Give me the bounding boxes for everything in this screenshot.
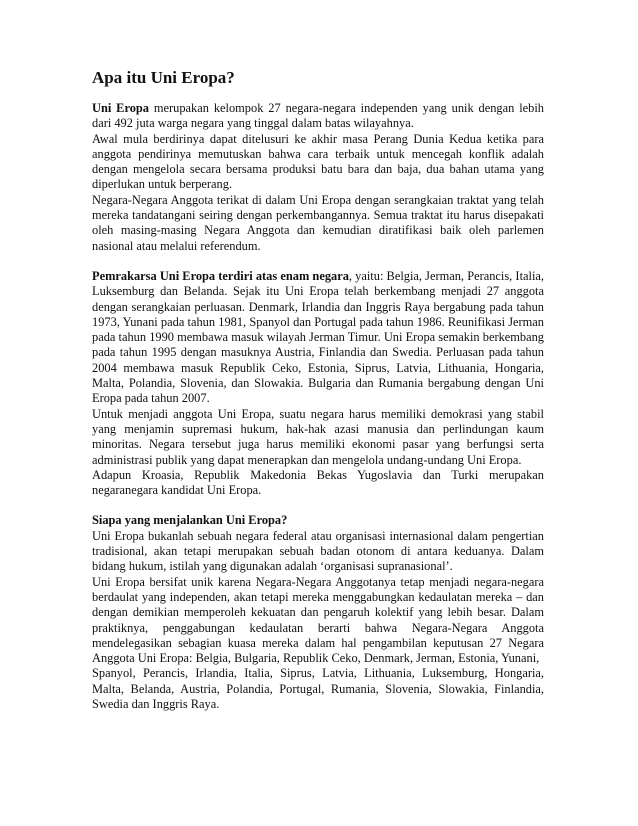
founders-rest-text: , yaitu: Belgia, Jerman, Perancis, Italia, Luksemburg dan Belanda. Sejak itu Uni Eropa telah berkembang menjadi 27 anggota dengan serangkaian perluasan. Denmark, Irlandia dan Inggris Raya bergabung pada tahun 1973, Yunani pada tahun 1981, Spanyol dan Portugal pada tahun 1986. Reunifikasi Jerman pada tahun 1990 membawa masuk wilayah Jerman Timur. Uni Eropa semakin berkembang pada tahun 1995 dengan masuknya Austria, Finlandia dan Swedia. Perluasan pada tahun 2004 membawa masuk Republik Ceko, Estonia, Siprus, Latvia, Lithuania, Hongaria, Malta, Polandia, Slovenia, dan Slowakia. Bulgaria dan Rumania bergabung dengan Uni Eropa pada tahun 2007.	[92, 268, 544, 406]
paragraph-candidates: Adapun Kroasia, Republik Makedonia Bekas Yugoslavia dan Turki merupakan negaranegara kandidat Uni Eropa.	[92, 467, 544, 498]
intro-lead-text: Uni Eropa	[92, 101, 149, 115]
section-who-runs-eu	[92, 513, 544, 712]
founders-lead-text: Pemrakarsa Uni Eropa terdiri atas enam negara	[92, 268, 349, 283]
document-title: Apa itu Uni Eropa?	[92, 68, 235, 87]
paragraph-member-list: Spanyol, Perancis, Irlandia, Italia, Siprus, Latvia, Lithuania, Luksemburg, Hongaria, Malta, Belanda, Austria, Polandia, Portugal, Rumania, Slovenia, Slowakia, Finlandia, Swedia dan Inggris Raya.	[92, 666, 544, 711]
paragraph-sovereignty: Uni Eropa bersifat unik karena Negara-Negara Anggotanya tetap menjadi negara-negara berdaulat yang independen, akan tetapi mereka menggabungkan kedaulatan mereka – dan dengan demikian memperoleh kekuatan dan pengaruh kolektif yang lebih besar. Dalam praktiknya, penggabungan kedaulatan berarti bahwa Negara-Negara Anggota mendelegasikan sebagian kuasa mereka dalam hal pengambilan keputusan 27 Negara Anggota Uni Eropa: Belgia, Bulgaria, Republik Ceko, Denmark, Jerman, Estonia, Yunani,	[92, 574, 544, 666]
section-what-is-eu	[92, 101, 544, 254]
paragraph-membership-criteria: Untuk menjadi anggota Uni Eropa, suatu negara harus memiliki demokrasi yang stabil yang menjamin supremasi hukum, hak-hak azasi manusia dan perlindungan kaum minoritas. Negara tersebut juga harus memiliki ekonomi pasar yang berfungsi serta administrasi publik yang dapat menerapkan dan mengelola undang-undang Uni Eropa.	[92, 406, 544, 467]
paragraph-treaties: Negara-Negara Anggota terikat di dalam Uni Eropa dengan serangkaian traktat yang telah mereka tandatangani seiring dengan perkembangannya. Semua traktat itu harus disepakati oleh masing-masing Negara Anggota dan kemudian diratifikasi baik oleh parlemen nasional atau melalui referendum.	[92, 192, 544, 253]
paragraph-supranational: Uni Eropa bukanlah sebuah negara federal atau organisasi internasional dalam pengertian tradisional, akan tetapi merupakan sebuah badan otonom di antara keduanya. Dalam bidang hukum, istilah yang digunakan adalah ‘organisasi supranasional’.	[92, 528, 544, 574]
paragraph-intro	[92, 101, 544, 132]
document-page	[92, 68, 544, 712]
section-spacer	[92, 498, 544, 513]
paragraph-origins: Awal mula berdirinya dapat ditelusuri ke akhir masa Perang Dunia Kedua ketika para anggota pendirinya memutuskan bahwa cara terbaik untuk mencegah konflik adalah dengan mengelola secara bersama produksi batu bara dan baja, dua bahan utama yang diperlukan untuk berperang.	[92, 131, 544, 192]
intro-rest-text: merupakan kelompok 27 negara-negara independen yang unik dengan lebih dari 492 juta warga negara yang tinggal dalam batas wilayahnya.	[92, 101, 544, 131]
section-spacer	[92, 254, 544, 269]
paragraph-founders	[92, 269, 544, 407]
section-heading: Siapa yang menjalankan Uni Eropa?	[92, 513, 288, 528]
section-founders	[92, 269, 544, 498]
